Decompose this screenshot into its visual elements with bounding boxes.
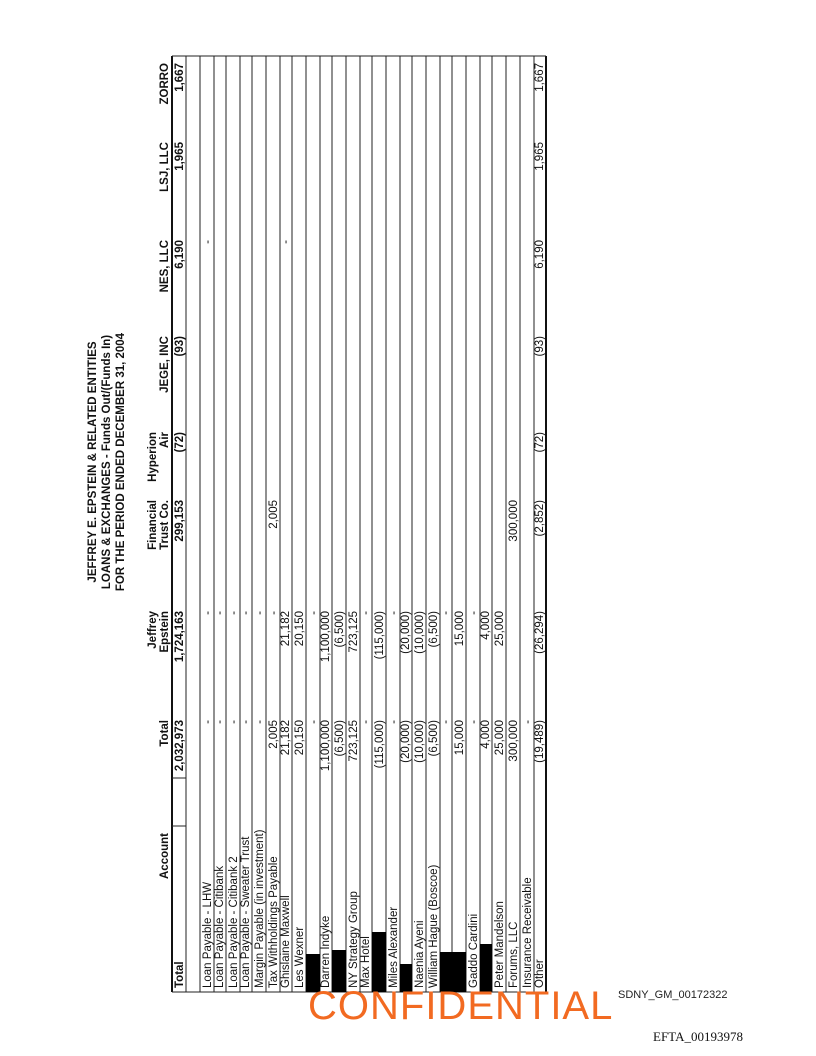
amount-cell: (20,000) [400,720,412,763]
amount-cell: (6,500) [334,720,346,757]
efta-number: EFTA_00193978 [653,1029,743,1044]
amount-cell: - [468,720,480,724]
amount-cell: 21,182 [280,720,292,756]
amount-cell: (26,294) [534,611,546,654]
amount-cell: (19,489) [534,720,546,763]
amount-cell: 300,000 [508,500,520,542]
amount-cell: - [268,611,280,615]
amount-cell: - [360,720,372,724]
amount-cell: - [360,611,372,615]
account-name: Loan Payable - Citibank 2 [228,856,240,988]
amount-cell: - [240,720,252,724]
total-cell: (93) [174,336,186,357]
amount-cell: - [202,611,214,615]
amount-cell: (20,000) [400,611,412,654]
account-name: Insurance Receivable [522,877,534,988]
column-header: Hyperion [147,432,159,482]
amount-cell: - [308,611,320,615]
amount-cell: - [254,611,266,615]
amount-cell: (6,500) [428,611,440,648]
amount-cell: 15,000 [454,611,466,647]
amount-cell: 2,005 [268,720,280,749]
amount-cell: 2,005 [268,500,280,529]
account-name: Les Wexner [294,926,306,988]
amount-cell: - [214,611,226,615]
amount-cell: 1,100,000 [320,720,332,772]
amount-cell: 15,000 [454,720,466,756]
account-name: Other [534,959,546,988]
column-header: ZORRO [159,63,171,105]
total-cell: 1,724,163 [174,611,186,663]
amount-cell: 300,000 [508,720,520,762]
amount-cell: - [202,240,214,244]
amount-cell: 25,000 [494,720,506,756]
table-grid [172,56,546,992]
amount-cell: (2,852) [534,500,546,537]
amount-cell: 21,182 [280,611,292,647]
account-name: Darren Indyke [320,915,332,988]
column-header: Epstein [159,611,171,653]
amount-cell: 6,190 [534,240,546,269]
column-header: Total [159,720,171,747]
total-cell: 299,153 [174,500,186,542]
account-name: Gaddo Cardini [468,913,480,988]
amount-cell: - [202,720,214,724]
account-name: Forums, LLC [508,921,520,988]
amount-cell: 20,150 [294,720,306,756]
account-name: Margin Payable (in investment) [254,829,266,988]
redaction-block [372,932,386,992]
amount-cell: 723,125 [348,611,360,653]
total-cell: (72) [174,432,186,453]
column-header: Account [159,833,171,879]
account-name: Tax Withholdings Payable [268,856,280,988]
amount-cell: - [228,611,240,615]
account-name: Peter Mandelson [494,901,506,988]
total-cell: 1,667 [174,63,186,92]
amount-cell: - [440,611,452,615]
report-period: FOR THE PERIOD ENDED DECEMBER 31, 2004 [115,332,127,592]
amount-cell: (115,000) [374,720,386,769]
amount-cell: 4,000 [480,611,492,640]
amount-cell: (6,500) [334,611,346,648]
amount-cell: - [280,240,292,244]
amount-cell: (6,500) [428,720,440,757]
bates-number: SDNY_GM_00172322 [618,989,728,1001]
total-cell: 2,032,973 [174,720,186,772]
amount-cell: - [522,720,534,724]
amount-cell: (93) [534,336,546,357]
amount-cell: - [308,720,320,724]
column-header: Trust Co. [159,500,171,550]
column-header: Financial [147,500,159,550]
account-name: Loan Payable - LHW [202,881,214,988]
account-name: Max Hotel [360,936,372,988]
amount-cell: (10,000) [414,611,426,654]
amount-cell: - [228,720,240,724]
column-header: Air [159,432,171,448]
report-header [87,332,127,591]
account-name: NY Strategy Group [348,891,360,988]
amount-cell: 1,965 [534,142,546,171]
amount-cell: 20,150 [294,611,306,647]
column-header: NES, LLC [159,240,171,293]
amount-cell: 4,000 [480,720,492,749]
total-cell: 1,965 [174,142,186,171]
amount-cell: - [240,611,252,615]
amount-cell: - [388,611,400,615]
amount-cell: - [440,720,452,724]
amount-cell: - [254,720,266,724]
account-name: Miles Alexander [388,906,400,988]
report-subtitle: LOANS & EXCHANGES - Funds Out/(Funds In) [101,334,113,590]
amount-cell: - [468,611,480,615]
column-headers [147,63,171,879]
amount-cell: 723,125 [348,720,360,762]
amount-cell: 1,100,000 [320,611,332,663]
total-label: Total [174,961,186,988]
total-cell: 6,190 [174,240,186,269]
amount-cell: (72) [534,432,546,453]
column-header: LSJ, LLC [159,142,171,192]
account-name: Ghislaine Maxwell [280,895,292,988]
amount-cell: - [388,720,400,724]
amount-cell: 1,667 [534,63,546,92]
account-name: Naenia Ayeni [414,920,426,988]
account-name: Loan Payable - Sweater Trust [240,836,252,988]
confidential-stamp: CONFIDENTIAL [308,984,614,1028]
report-title: JEFFREY E. EPSTEIN & RELATED ENTITIES [87,341,99,583]
amount-cell: 25,000 [494,611,506,647]
amount-cell: (10,000) [414,720,426,763]
account-name: William Hague (Boscoe) [428,864,440,988]
column-header: JEGE, INC [159,336,171,393]
column-header: Jeffrey [147,611,159,649]
account-name: Loan Payable - Citibank [214,865,226,988]
amount-cell: - [214,720,226,724]
amount-cell: (115,000) [374,611,386,660]
